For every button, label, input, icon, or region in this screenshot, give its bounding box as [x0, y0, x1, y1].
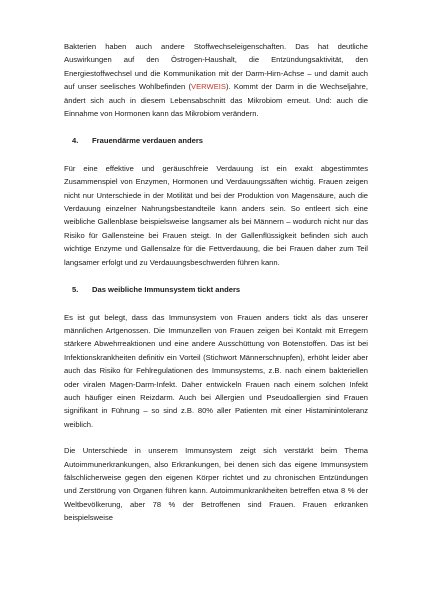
paragraph-autoimmune: Die Unterschiede in unserem Immunsystem zeigt sich verstärkt beim Thema Autoimmunerkrankungen, also Erkrankungen, bei denen sich das eigene Immunsystem fälschlicherweise gegen den eigenen Körper richtet und zu chronischen Entzündungen und Zerstörung von Organen führen kann. Autoimmunkrankheiten betreffen etwa 8 % der Weltbevölkerung, aber 78 % der Betroffenen sind Frauen. Frauen erkranken beispielsweise: [64, 446, 368, 523]
paragraph-immune-system: Es ist gut belegt, dass das Immunsystem von Frauen anders tickt als das unserer männlichen Artgenossen. Die Immunzellen von Frauen zeigen bei Kontakt mit Erregern stärkere Abwehrreaktionen und eine andere Ausschüttung von Botenstoffen. Das ist bei Infektionskrankheiten definitiv ein Vorteil (Stichwort Männerschnupfen), erhöht leider aber auch das Risiko für Fehlregulationen des Immunsystems, z.B. nach einem bakteriellen oder viralen Magen-Darm-Infekt. Daher entwickeln Frauen nach einem solchen Infekt auch häufiger einen Reizdarm. Auch bei Allergien und Pseudoallergien sind Frauen signifikant in Führung – so sind z.B. 80% aller Patienten mit einer Histaminintoleranz weiblich.: [64, 312, 368, 429]
section-title-5: Das weibliche Immunsystem tickt anders: [92, 285, 241, 295]
paragraph-microbiome-text-before: Bakterien haben auch andere Stoffwechseleigenschaften. Das hat deutliche Auswirkungen auf den Östrogen-Haushalt, die Entzündungsaktivität, den Energiestoffwechsel und die Kommunikation mit der Darm-Hirn-Achse – und damit auch auf unser seelisches Wohlbefinden (: [64, 42, 368, 92]
paragraph-microbiome: [64, 40, 368, 120]
reference-link[interactable]: VERWEIS: [191, 82, 226, 92]
section-title-4: Frauendärme verdauen anders: [92, 136, 203, 146]
paragraph-digestion: Für eine effektive und geräuschfreie Verdauung ist ein exakt abgestimmtes Zusammenspiel von Enzymen, Hormonen und Verdauungssäften wichtig. Frauen zeigen nicht nur Unterschiede in der Motilität und bei der Produktion von Magensäure, auch die Verdauung einzelner Nahrungsbestandteile kann anders sein. So entleert sich eine weibliche Gallenblase beispielsweise langsamer als bei Männern – wodurch nicht nur das Risiko für Gallensteine bei Frauen steigt. In der Gallenflüssigkeit befinden sich auch wichtige Enzyme und Gallensalze für die Fettverdauung, die bei Frauen daher zum Teil langsamer erfolgt und zu Verdauungsbeschwerden führen kann.: [64, 163, 368, 267]
section-number-5: 5.: [72, 285, 79, 295]
document-body: [64, 40, 368, 525]
paragraph-spacer: [64, 431, 368, 444]
section-number-4: 4.: [72, 136, 79, 146]
section-heading-4: [64, 134, 368, 147]
paragraph-microbiome-text-after: ). Kommt der Darm in die Wechseljahre, ändert sich auch in diesem Lebensabschnitt das Mikrobiom erneut. Und: auch die Einnahme von Hormonen kann das Mikrobiom verändern.: [64, 82, 368, 119]
section-heading-5: [64, 283, 368, 296]
